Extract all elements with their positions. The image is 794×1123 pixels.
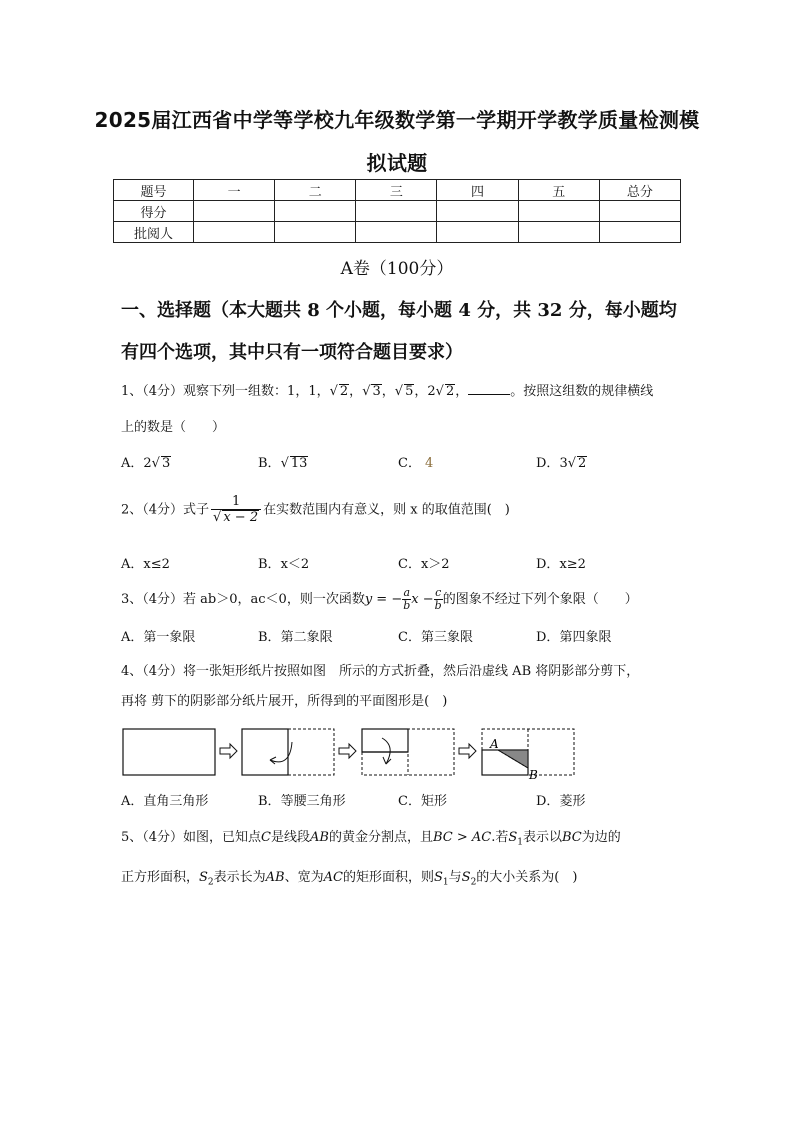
paper-rectangle	[123, 729, 215, 775]
option-text: 第三象限	[420, 630, 473, 645]
score-table-header-row	[114, 180, 681, 201]
section-a-heading: A卷（100分）	[340, 259, 454, 279]
option-text: x＜2	[280, 557, 310, 572]
q2-option-c[interactable]	[398, 553, 450, 572]
q1-option-b[interactable]: B．√ 13	[258, 456, 308, 471]
option-label: D．	[536, 794, 560, 809]
reviewer-cell[interactable]	[437, 222, 518, 243]
option-label: B．	[258, 794, 281, 809]
score-table	[113, 179, 681, 243]
question-1-line1: 1、（4分）观察下列一组数：1，1，√ 2，√ 3，√ 5，2√ 2， 。按照这组数的规律横线	[121, 384, 654, 399]
option-text: 矩形	[420, 794, 447, 809]
page-title-line2: 拟试题	[366, 151, 428, 175]
option-coef: 2	[143, 456, 152, 471]
option-text: x＞2	[420, 557, 450, 572]
q5-text: 表示以	[523, 830, 563, 845]
part1-heading-line2: 有四个选项，其中只有一项符合题目要求）	[121, 342, 463, 363]
table-header-cell: 四	[437, 180, 518, 201]
option-coef: 3	[559, 456, 568, 471]
q5-text: 的矩形面积，则	[342, 870, 434, 885]
option-label: A．	[121, 630, 144, 645]
score-cell[interactable]	[356, 201, 437, 222]
q3-option-d[interactable]	[536, 626, 611, 645]
table-row	[114, 201, 681, 222]
option-text: 菱形	[559, 794, 586, 809]
q4-option-a[interactable]	[121, 790, 208, 809]
q3-fraction-cb	[434, 587, 443, 612]
page-title-line1: 2025届江西省中学等学校九年级数学第一学期开学教学质量检测模	[94, 108, 700, 132]
question-1-line2: 上的数是（ ）	[121, 420, 226, 435]
option-text: 第二象限	[280, 630, 333, 645]
right-arrow-icon	[339, 744, 356, 758]
q2-suffix: 在实数范围内有意义，则 x 的取值范围( )	[263, 502, 510, 518]
fold-arrow-icon	[382, 738, 390, 764]
q2-option-a[interactable]	[121, 553, 170, 572]
point-a-label: A	[490, 737, 499, 751]
q4-option-c[interactable]	[398, 790, 447, 809]
question-4-line1: 4、（4分）将一张矩形纸片按照如图 所示的方式折叠，然后沿虚线 AB 将阴影部分剪下，	[121, 664, 640, 679]
q5-text: 表示长为	[213, 870, 266, 885]
q5-text: 为边的	[581, 830, 621, 845]
option-text: x≤2	[143, 557, 170, 572]
option-label: A．	[121, 456, 144, 471]
option-label: B．	[258, 557, 281, 572]
question-4-line2: 再将 剪下的阴影部分纸片展开，所得到的平面图形是( )	[121, 694, 448, 709]
answer-blank[interactable]	[468, 382, 510, 395]
q5-text: 与	[448, 870, 462, 885]
q5-math: S	[461, 870, 471, 885]
q3-suffix: 的图象不经过下列个象限（ ）	[442, 592, 638, 607]
option-label: D．	[536, 630, 560, 645]
question-2	[121, 495, 510, 525]
option-radicand: 2	[578, 456, 587, 471]
q1-suffix: 。按照这组数的规律横线	[510, 384, 654, 399]
q5-math: AB	[265, 870, 285, 885]
table-header-cell: 题号	[114, 180, 194, 201]
score-cell[interactable]	[194, 201, 275, 222]
right-arrow-icon	[220, 744, 237, 758]
q1-sep: ，	[455, 384, 469, 399]
table-header-cell: 总分	[599, 180, 680, 201]
reviewer-cell[interactable]	[599, 222, 680, 243]
table-header-cell: 三	[356, 180, 437, 201]
q1-coef: 2	[427, 384, 436, 399]
q1-radicand: 2	[339, 384, 349, 399]
part1-heading-line1: 一、选择题（本大题共 8 个小题，每小题 4 分，共 32 分，每小题均	[121, 300, 677, 321]
table-header-cell: 二	[275, 180, 356, 201]
q2-option-b[interactable]	[258, 553, 309, 572]
option-text: 直角三角形	[143, 794, 209, 809]
option-label: A．	[121, 794, 144, 809]
reviewer-cell[interactable]	[518, 222, 599, 243]
score-cell[interactable]	[275, 201, 356, 222]
q1-radicand: 5	[405, 384, 414, 399]
fraction-denominator: b	[434, 599, 442, 612]
q5-text: 的黄金分割点，且	[328, 830, 433, 845]
option-label: C．	[398, 557, 421, 572]
option-label: C．	[398, 794, 421, 809]
option-label: C．	[398, 630, 421, 645]
q3-prefix: 3、（4分）若 ab＞0，ac＜0，则一次函数	[121, 592, 365, 607]
reviewer-cell[interactable]	[356, 222, 437, 243]
table-row	[114, 222, 681, 243]
q5-subscript: 2	[207, 877, 214, 888]
option-radicand: 13	[290, 456, 308, 471]
reviewer-cell[interactable]	[194, 222, 275, 243]
q1-sep: ，	[414, 384, 428, 399]
fraction-denominator: b	[403, 599, 411, 612]
option-text: 第四象限	[559, 630, 612, 645]
score-cell[interactable]	[518, 201, 599, 222]
q5-math: AB	[310, 830, 329, 845]
fold-outline	[288, 729, 334, 775]
q1-option-c[interactable]	[398, 452, 433, 471]
q5-text: 是线段	[271, 830, 311, 845]
fraction-numerator: c	[435, 586, 442, 599]
q5-text: 5、（4分）如图，已知点	[121, 830, 262, 845]
option-label: D．	[536, 456, 560, 471]
arrowhead-icon	[383, 757, 391, 764]
q4-option-d[interactable]	[536, 790, 585, 809]
fraction-denominator: x − 2	[223, 510, 259, 525]
q5-text: 、宽为	[284, 870, 324, 885]
q2-fraction: $\frac{1}{√ x - 2}$	[211, 495, 261, 525]
option-label: D．	[536, 557, 560, 572]
fraction-numerator: 1	[211, 495, 261, 510]
q5-math: S	[434, 870, 443, 885]
point-b-label: B	[529, 768, 538, 780]
arrowhead-icon	[270, 757, 276, 764]
q5-math: S	[199, 870, 208, 885]
folded-half	[242, 729, 288, 775]
option-text: 等腰三角形	[280, 794, 346, 809]
q3-option-b[interactable]	[258, 626, 333, 645]
q3-equation-x: x −	[411, 592, 434, 607]
q1-radicand: 3	[372, 384, 381, 399]
fraction-numerator: a	[403, 586, 411, 599]
score-cell[interactable]	[599, 201, 680, 222]
q5-math: BC	[562, 830, 582, 845]
q5-subscript: 2	[470, 877, 477, 888]
option-label: C．	[398, 456, 421, 471]
table-row-label: 批阅人	[114, 222, 194, 243]
q4-option-b[interactable]	[258, 790, 346, 809]
option-text: x≥2	[559, 557, 586, 572]
q5-math: C	[261, 830, 271, 845]
table-header-cell: 一	[194, 180, 275, 201]
option-label: B．	[258, 456, 281, 471]
q2-option-d[interactable]	[536, 553, 586, 572]
q5-math: AC	[323, 870, 343, 885]
q1-option-a[interactable]: A．2√ 3	[121, 456, 171, 471]
q3-option-a[interactable]	[121, 626, 195, 645]
option-label: B．	[258, 630, 281, 645]
q5-subscript: 1	[517, 837, 523, 848]
q1-prefix: 1、（4分）观察下列一组数：1，1，	[121, 384, 330, 399]
table-header-cell: 五	[518, 180, 599, 201]
q3-option-c[interactable]	[398, 626, 473, 645]
option-label: A．	[121, 557, 144, 572]
q5-math: S	[508, 830, 518, 845]
table-row-label: 得分	[114, 201, 194, 222]
q1-radicand: 2	[445, 384, 455, 399]
option-value: 4	[424, 456, 434, 471]
folding-diagram	[120, 724, 580, 780]
reviewer-cell[interactable]	[275, 222, 356, 243]
q5-text: .若	[491, 830, 509, 845]
option-text: 第一象限	[143, 630, 196, 645]
q1-option-d[interactable]: D．3√ 2	[536, 456, 587, 471]
right-arrow-icon	[459, 744, 476, 758]
q5-math: BC > AC	[432, 830, 492, 845]
question-5-line1	[121, 826, 621, 848]
q5-text: 正方形面积，	[121, 870, 200, 885]
q3-equation-y: y = −	[364, 592, 403, 607]
q5-text: 的大小关系为( )	[476, 870, 578, 885]
option-radicand: 3	[161, 456, 171, 471]
question-5-line2	[121, 866, 577, 888]
q2-prefix: 2、（4分）式子	[121, 502, 210, 518]
q1-sep: ，	[349, 384, 363, 399]
q5-subscript: 1	[442, 877, 449, 888]
question-3	[121, 587, 638, 612]
q3-fraction-ab	[402, 587, 411, 612]
score-cell[interactable]	[437, 201, 518, 222]
q1-sep: ，	[381, 384, 395, 399]
